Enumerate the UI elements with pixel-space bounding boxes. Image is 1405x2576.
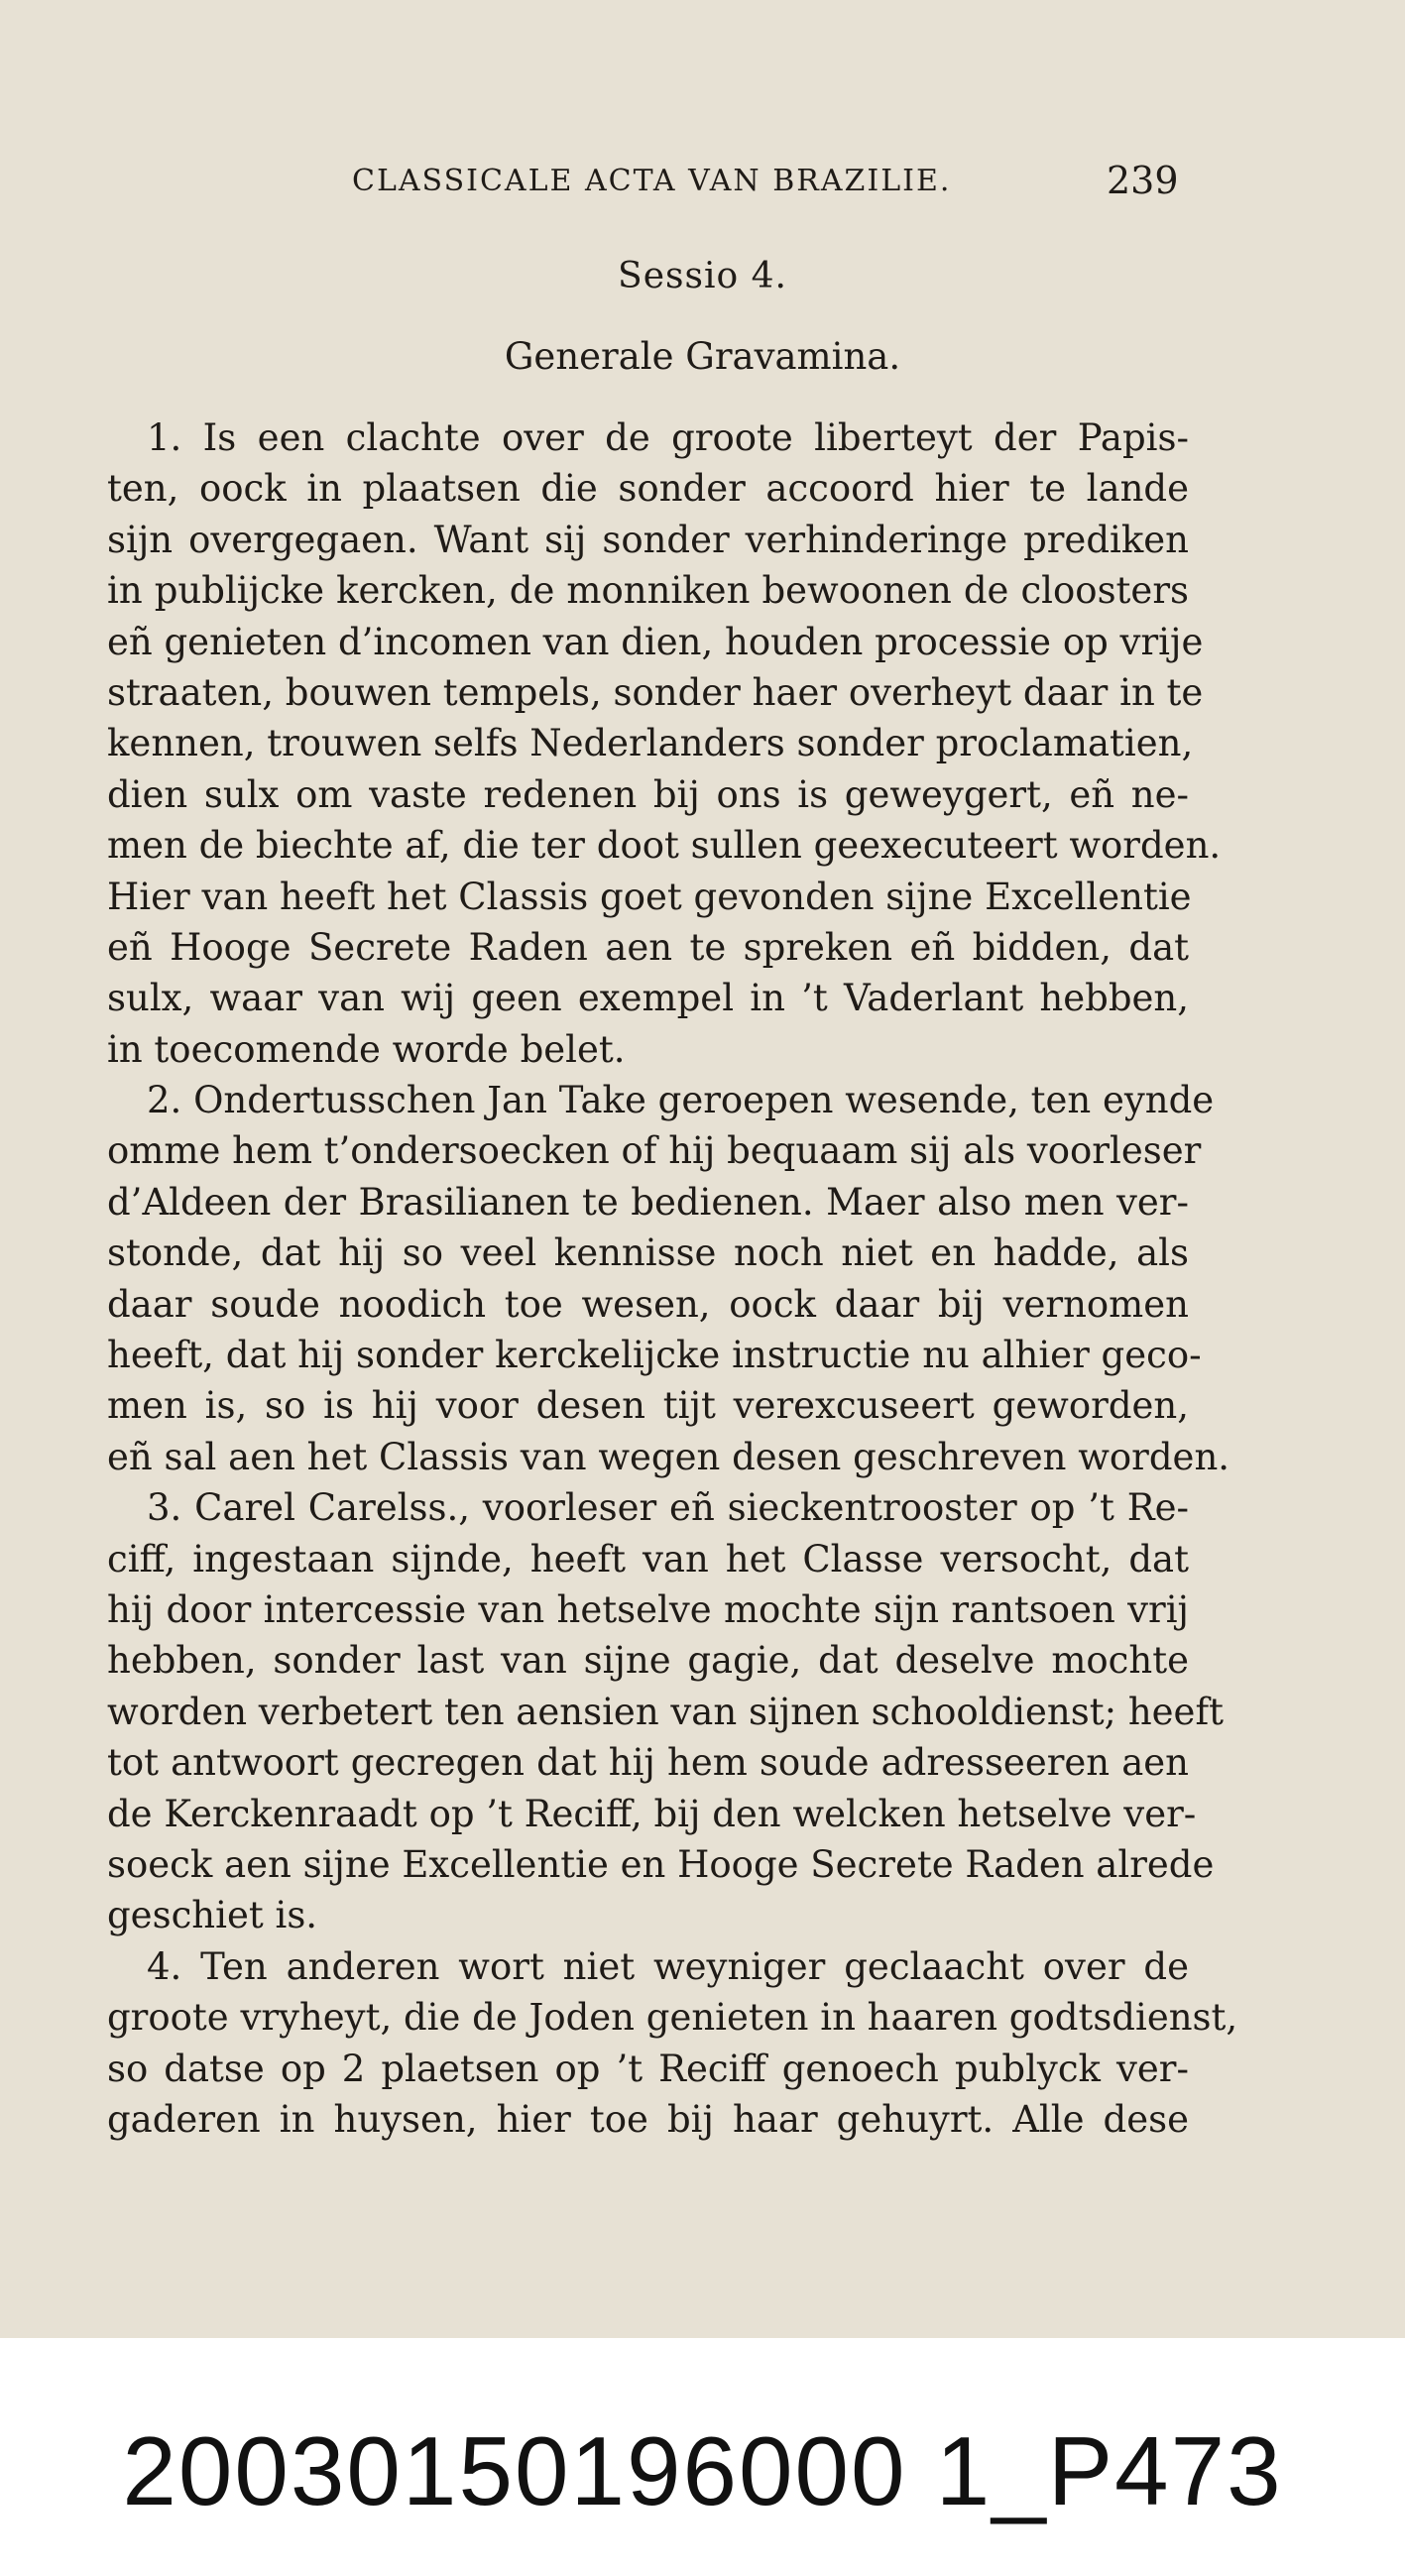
text-line: heeft, dat hij sonder kerckelijcke instructie nu alhier geco- [107,1334,1202,1377]
text-line: groote vryheyt, die de Joden genieten in haaren godtsdienst, [107,1996,1238,2040]
text-line: kennen, trouwen selfs Nederlanders sonder proclamatien, [107,722,1194,765]
body-text [107,412,1238,2145]
text-line: Hier van heeft het Classis goet gevonden sijne Excellentie [107,875,1192,918]
text-line: ten, oock in plaatsen die sonder accoord hier te lande [107,467,1189,511]
footer-strip [0,2338,1405,2576]
text-line: soeck aen sijne Excellentie en Hooge Secrete Raden alrede [107,1842,1215,1886]
text-line: ciff, ingestaan sijnde, heeft van het Classe versocht, dat [107,1537,1189,1581]
text-line: so datse op 2 plaetsen op ’t Reciff genoech publyck ver- [107,2047,1189,2090]
page-number: 239 [1107,159,1179,202]
running-head: CLASSICALE ACTA VAN BRAZILIE. [352,164,952,198]
text-line: 3. Carel Carelss., voorleser eñ sieckentrooster op ’t Re- [147,1486,1189,1530]
text-line: daar soude noodich toe wesen, oock daar bij vernomen [107,1282,1189,1326]
text-line: d’Aldeen der Brasilianen te bedienen. Maer also men ver- [107,1180,1189,1224]
text-line: worden verbetert ten aensien van sijnen schooldienst; heeft [107,1690,1225,1733]
text-line: 2. Ondertusschen Jan Take geroepen wesende, ten eynde [147,1079,1215,1122]
text-line: straaten, bouwen tempels, sonder haer overheyt daar in te [107,670,1204,714]
text-line: in publijcke kercken, de monniken bewoonen de cloosters [107,569,1189,613]
text-line: hebben, sonder last van sijne gagie, dat deselve mochte [107,1639,1189,1683]
text-line: de Kerckenraadt op ’t Reciff, bij den welcken hetselve ver- [107,1792,1197,1835]
text-line: eñ genieten d’incomen van dien, houden processie op vrije [107,620,1204,663]
text-line: eñ sal aen het Classis van wegen desen geschreven worden. [107,1435,1230,1478]
text-line: omme hem t’ondersoecken of hij bequaam sij als voorleser [107,1129,1202,1173]
session-title: Sessio 4. [618,256,787,296]
text-line: stonde, dat hij so veel kennisse noch niet en hadde, als [107,1231,1189,1275]
text-line: gaderen in huysen, hier toe bij haar gehuyrt. Alle dese [107,2097,1189,2141]
text-line: men is, so is hij voor desen tijt verexcuseert geworden, [107,1384,1189,1428]
text-line: in toecomende worde belet. [107,1027,626,1071]
text-line: men de biechte af, die ter doot sullen geexecuteert worden. [107,824,1222,868]
text-line: eñ Hooge Secrete Raden aen te spreken eñ bidden, dat [107,925,1189,969]
text-line: 4. Ten anderen wort niet weyniger geclaacht over de [147,1944,1189,1988]
text-line: sijn overgegaen. Want sij sonder verhinderinge prediken [107,518,1189,561]
text-line: dien sulx om vaste redenen bij ons is geweygert, eñ ne- [107,772,1189,816]
text-line: tot antwoort gecregen dat hij hem soude adresseeren aen [107,1741,1189,1785]
text-line: hij door intercessie van hetselve mochte sijn rantsoen vrij [107,1587,1189,1631]
text-line: sulx, waar van wij geen exempel in ’t Vaderlant hebben, [107,977,1189,1020]
text-line: geschiet is. [107,1894,318,1937]
document-identifier: 20030150196000 1_P473 [122,2416,1283,2525]
text-line: 1. Is een clachte over de groote liberteyt der Papis- [147,416,1189,459]
section-title: Generale Gravamina. [504,335,901,378]
